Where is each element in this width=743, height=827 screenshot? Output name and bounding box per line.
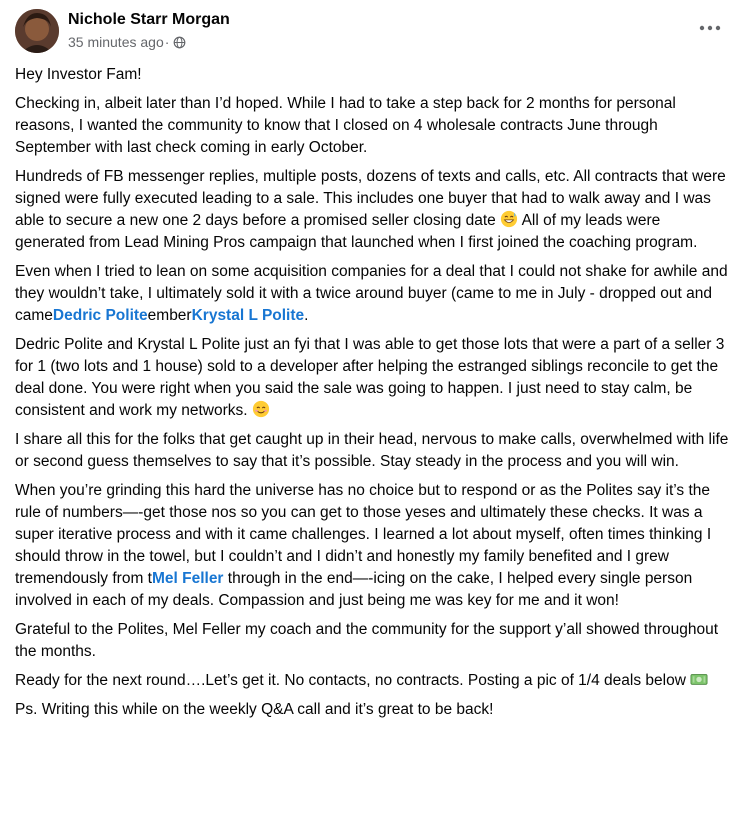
paragraph: Checking in, albeit later than I’d hoped. While I had to take a step back for 2 months for personal reasons, I wanted the community to know that I closed on 4 wholesale contracts June through September with last check coming in early October. xyxy=(15,95,676,156)
smiling-blush-emoji xyxy=(252,400,270,418)
paragraph-text: Hundreds of FB messenger replies, multiple posts, dozens of texts and calls, etc. All contracts that were signed were fully executed leading to a sale. This includes one buyer that had to walk away and I was able to secure a new one 2 days before a promised seller closing date xyxy=(15,168,726,229)
paragraph-text: through in the end—-icing on the cake, I helped every single person involved in each of my deals. Compassion and just being me was key for me and it won! xyxy=(15,570,693,609)
paragraph-text: . xyxy=(304,307,309,324)
more-options-icon[interactable] xyxy=(698,18,722,38)
money-emoji xyxy=(690,670,708,688)
post-header xyxy=(15,9,730,55)
paragraph: Hey Investor Fam! xyxy=(15,66,142,83)
paragraph: Grateful to the Polites, Mel Feller my coach and the community for the support y’all showed throughout the months. xyxy=(15,621,719,660)
paragraph xyxy=(15,166,730,254)
paragraph-text: Ready for the next round….Let’s get it. No contacts, no contracts. Posting a pic of 1/4 deals below xyxy=(15,672,686,689)
avatar[interactable] xyxy=(15,9,59,53)
paragraph xyxy=(15,334,730,422)
paragraph-text: Even when I tried to lean on some acquisition companies for a deal that I could not shake for awhile and they wouldn’t take, I ultimately sold it with a twice around buyer (came to me in July - dropped out and came xyxy=(15,263,728,324)
paragraph xyxy=(15,261,730,327)
paragraph: I share all this for the folks that get caught up in their head, nervous to make calls, overwhelmed with life or second guess themselves to say that it’s possible. Stay steady in the process and you will win. xyxy=(15,431,729,470)
paragraph-text: Dedric Polite and Krystal L Polite just an fyi that I was able to get those lots that were a part of a seller 3 for 1 (two lots and 1 house) sold to a developer after helping the estranged siblings reconcile to get the deal done. You were right when you said the sale was going to happen. I just need to stay calm, be consistent and work my networks. xyxy=(15,336,725,419)
paragraph-text: ember xyxy=(147,307,192,324)
mention-krystal-polite[interactable]: Krystal L Polite xyxy=(191,307,305,324)
author-name[interactable]: Nichole Starr Morgan xyxy=(68,11,230,28)
mention-mel-feller[interactable]: Mel Feller xyxy=(151,570,224,587)
paragraph xyxy=(15,480,730,612)
separator: · xyxy=(164,34,170,50)
post-body xyxy=(15,64,730,728)
paragraph-text: All of my leads were generated from Lead Mining Pros campaign that launched when I first joined the coaching program. xyxy=(15,212,698,251)
globe-icon xyxy=(173,36,186,49)
mention-dedric-polite[interactable]: Dedric Polite xyxy=(52,307,148,324)
timestamp[interactable]: 35 minutes ago xyxy=(68,34,164,50)
paragraph: Ps. Writing this while on the weekly Q&A call and it’s great to be back! xyxy=(15,701,494,718)
post-meta xyxy=(68,34,186,50)
paragraph xyxy=(15,670,730,692)
paragraph-text: When you’re grinding this hard the universe has no choice but to respond or as the Polites say it’s the rule of numbers—-get those nos so you can get to those yeses and ultimately these checks. It was a super iterative process and with it came challenges. I learned a lot about myself, often times thinking I should throw in the towel, but I couldn’t and I didn’t and honestly my family benefited and I grew tremendously from t xyxy=(15,482,712,587)
grinning-sweat-emoji xyxy=(500,210,518,228)
